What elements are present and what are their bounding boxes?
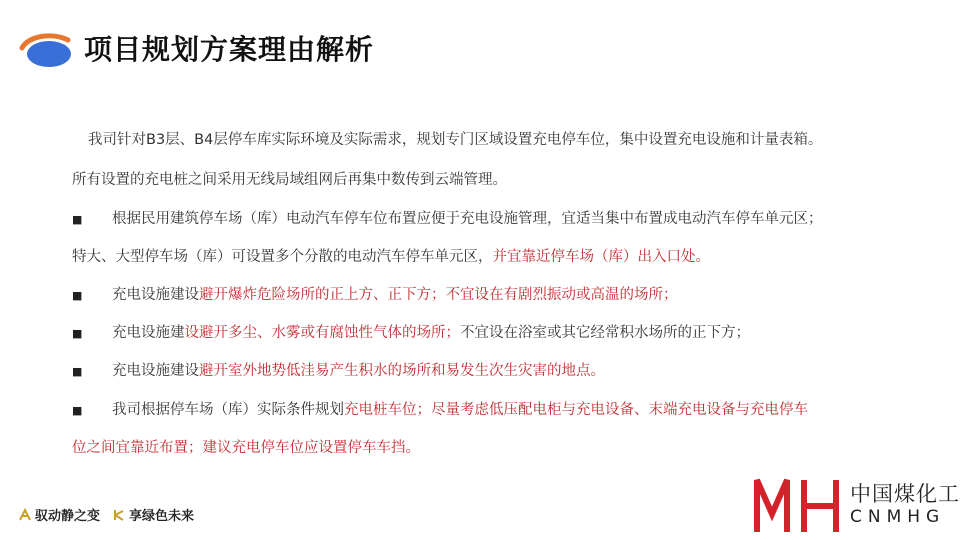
page-title: 项目规划方案理由解析 xyxy=(84,33,375,66)
bullet-icon: ■ xyxy=(72,213,83,226)
list-item xyxy=(72,400,808,421)
list-item-text: 充电设施建设 xyxy=(112,287,199,303)
bullet-icon: ■ xyxy=(72,404,83,417)
brush-mark-icon xyxy=(18,508,32,522)
list-item-text: 特大、大型停车场（库）可设置多个分散的电动汽车停车单元区， xyxy=(72,249,493,265)
list-item-continuation xyxy=(72,247,710,267)
list-item-text: 充电设施建设 xyxy=(112,363,199,379)
bullet-icon: ■ xyxy=(72,327,83,340)
slogan-text: 驭动静之变 xyxy=(35,509,101,524)
slogan-text: 享绿色未来 xyxy=(129,509,195,524)
list-item-text: 根据民用建筑停车场（库）电动汽车停车位布置应便于充电设施管理，宜适当集中布置成电动汽车停车单元区； xyxy=(112,211,823,227)
list-item-text: 充电设施建 xyxy=(112,325,185,341)
list-item xyxy=(72,285,678,306)
brand-name-cn: 中国煤化工 xyxy=(850,482,960,506)
highlight-text: 充电桩车位；尽量考虑低压配电柜与充电设备、末端充电设备与充电停车 xyxy=(344,402,808,418)
highlight-text: 设避开多尘、水雾或有腐蚀性气体的场所； xyxy=(184,325,460,341)
footer-slogan xyxy=(18,505,194,524)
brush-mark-icon xyxy=(112,508,126,522)
highlight-text: 并宜靠近停车场（库）出入口处。 xyxy=(492,249,710,265)
header-logo-icon xyxy=(18,30,74,70)
paragraph-line: 所有设置的充电桩之间采用无线局域组网后再集中数传到云端管理。 xyxy=(72,172,507,188)
bullet-icon: ■ xyxy=(72,289,83,302)
list-item xyxy=(72,323,750,344)
highlight-text: 避开爆炸危险场所的正上方、正下方；不宜设在有剧烈振动或高温的场所； xyxy=(199,287,678,303)
list-item xyxy=(72,209,823,230)
list-item-continuation: 位之间宜靠近布置；建议充电停车位应设置停车车挡。 xyxy=(72,440,420,456)
bullet-icon: ■ xyxy=(72,365,83,378)
paragraph-line: 我司针对B3层、B4层停车库实际环境及实际需求，规划专门区域设置充电停车位，集中设置充电设施和计量表箱。 xyxy=(88,132,823,148)
highlight-text: 避开室外地势低洼易产生积水的场所和易发生次生灾害的地点。 xyxy=(199,363,605,379)
brand-block xyxy=(752,474,960,534)
list-item-text: 我司根据停车场（库）实际条件规划 xyxy=(112,402,344,418)
brand-name-en: CNMHG xyxy=(850,507,946,527)
list-item xyxy=(72,361,605,382)
brand-logo-icon xyxy=(752,474,844,534)
list-item-text: 不宜设在浴室或其它经常积水场所的正下方； xyxy=(460,325,750,341)
